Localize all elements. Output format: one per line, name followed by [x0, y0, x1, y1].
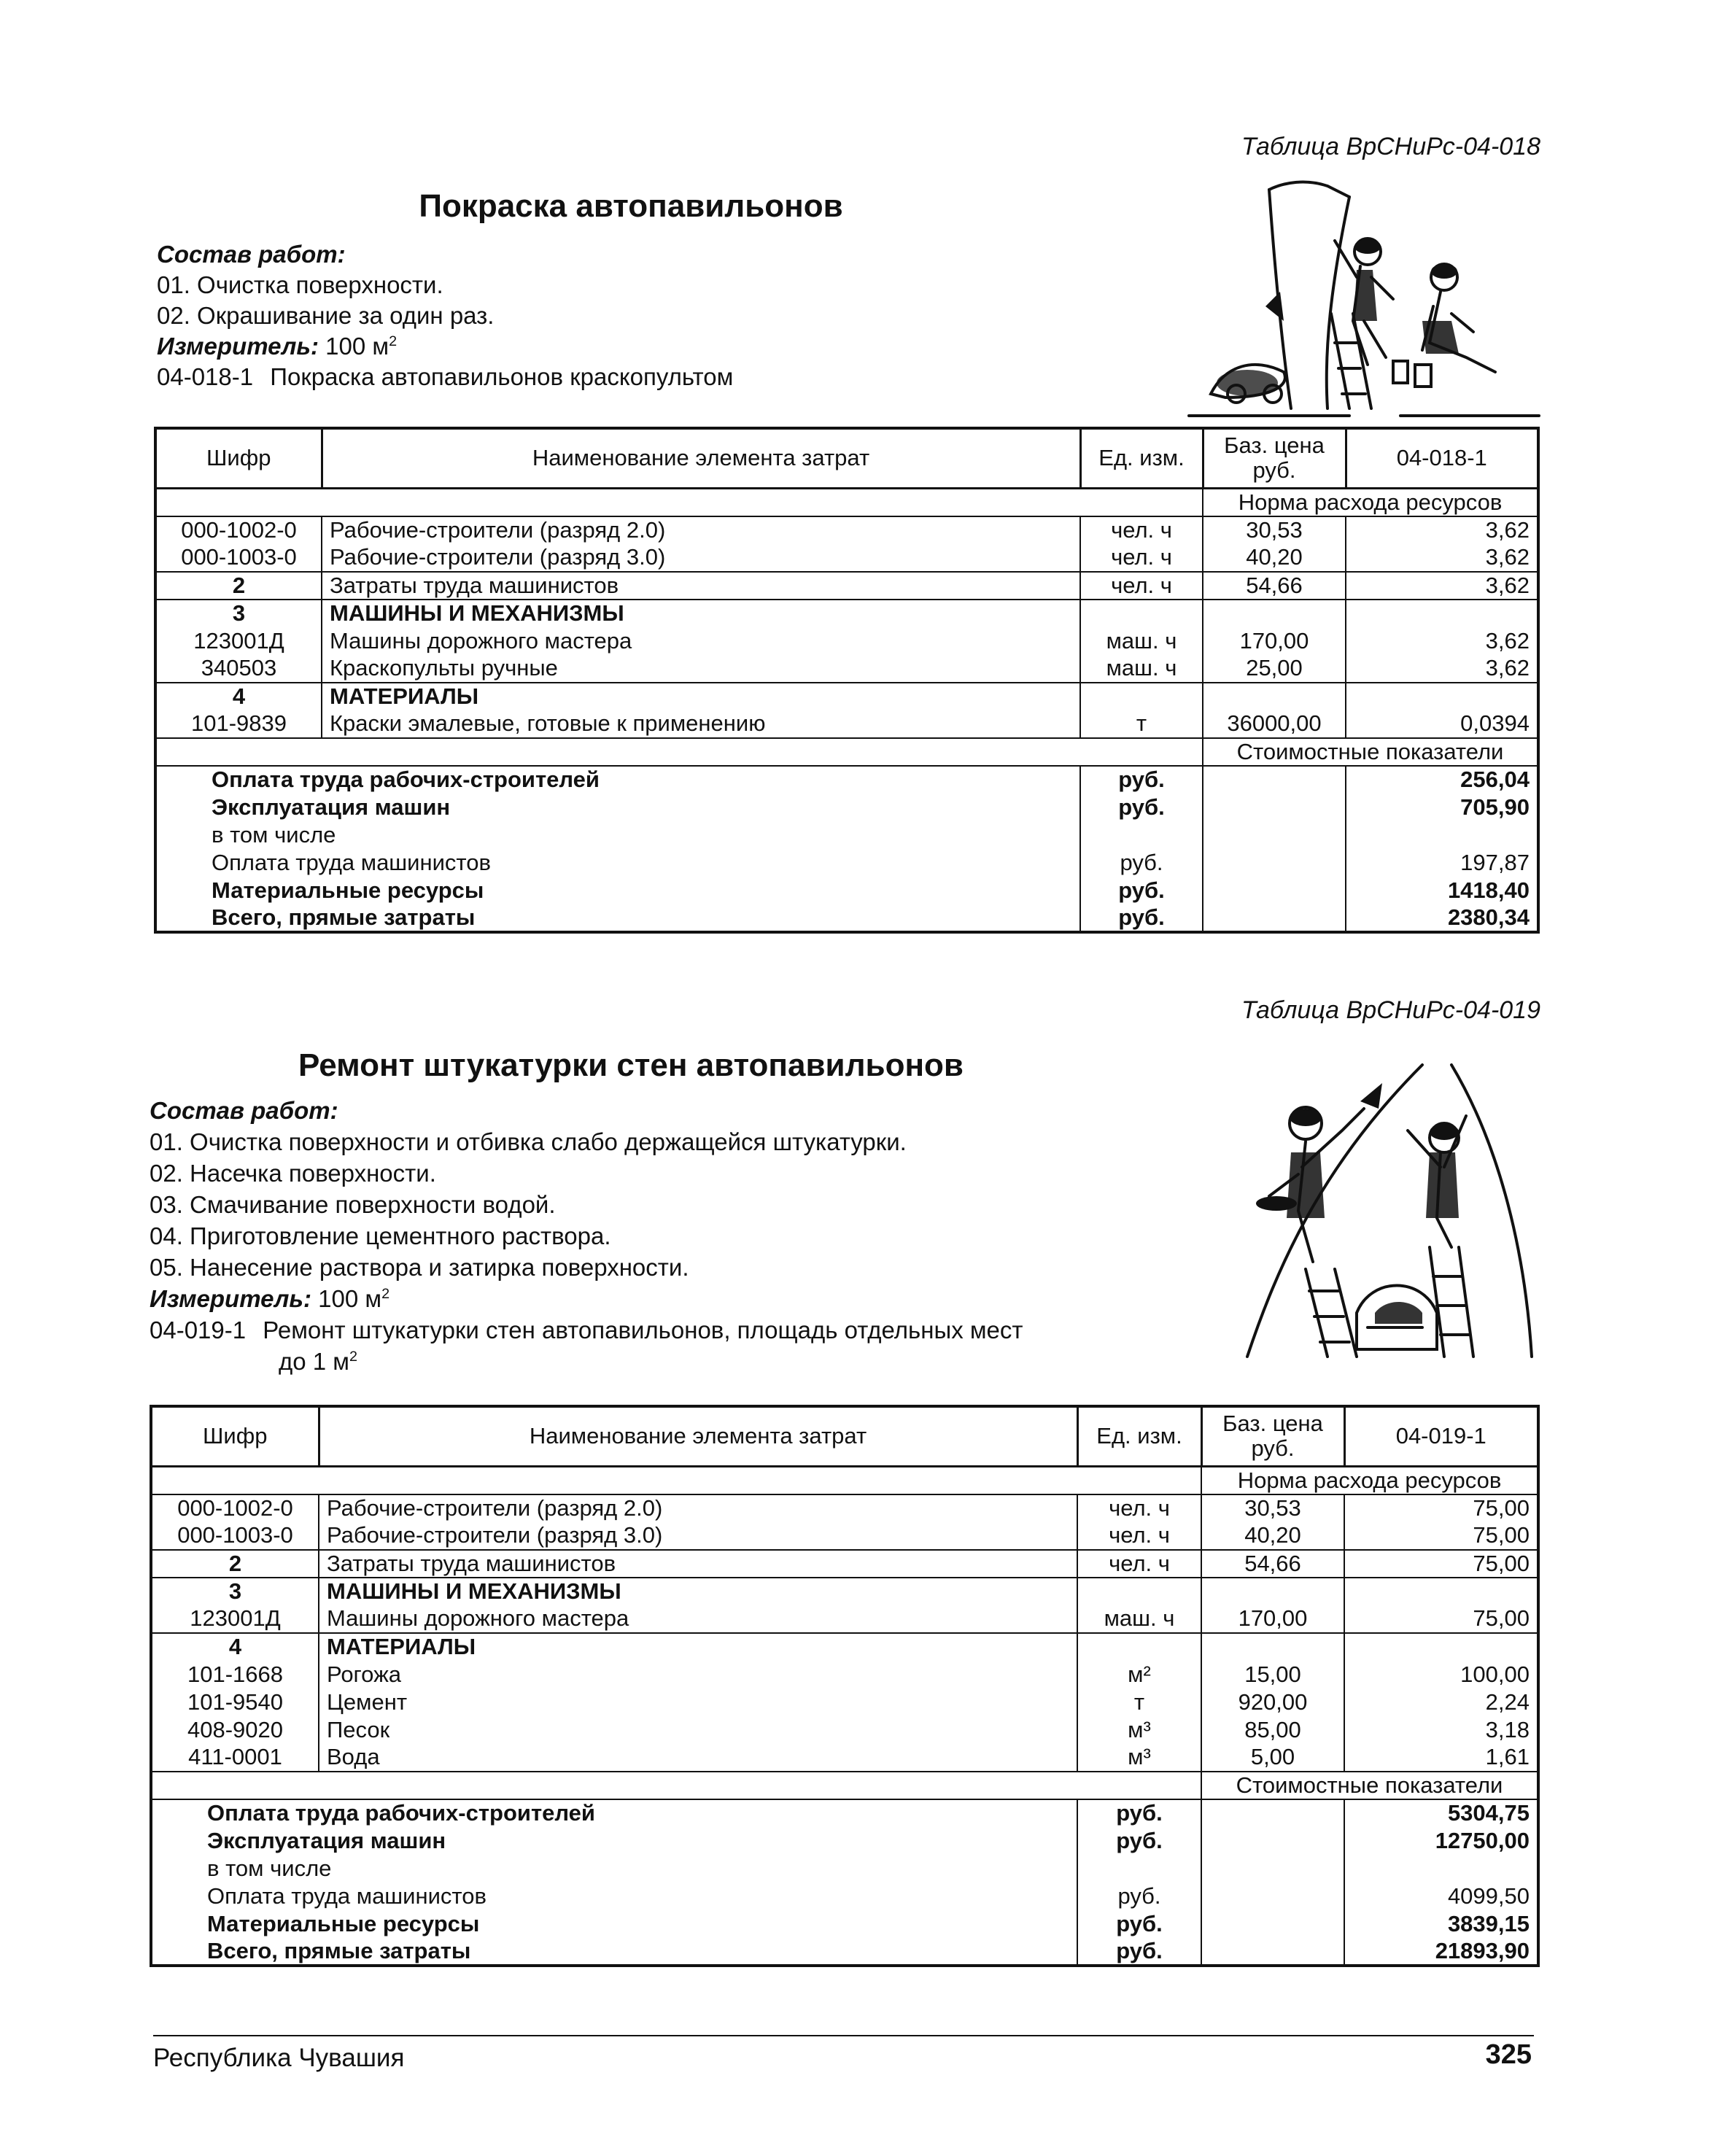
row-price: 40,20	[1201, 1522, 1344, 1550]
cost-value: 256,04	[1460, 767, 1530, 792]
row-norm: 3,62	[1485, 517, 1530, 543]
table-row	[151, 1522, 1538, 1550]
cost-unit: руб.	[1077, 1938, 1201, 1966]
header-name: Наименование элемента затрат	[319, 1406, 1077, 1466]
cost-name: Материальные ресурсы	[155, 877, 1080, 904]
cost-row	[151, 1827, 1538, 1855]
row-unit: чел. ч	[1080, 544, 1203, 572]
table-row	[155, 710, 1538, 738]
work-item: 03. Смачивание поверхности водой.	[150, 1191, 556, 1218]
row-code: 3	[151, 1578, 319, 1605]
row-name: Краскопульты ручные	[322, 655, 1080, 683]
row-norm: 3,62	[1485, 655, 1530, 680]
table-header-row	[155, 428, 1538, 488]
row-unit: чел. ч	[1077, 1494, 1201, 1522]
row-unit: чел. ч	[1080, 516, 1203, 544]
item-line	[157, 362, 733, 392]
row-price: 5,00	[1201, 1744, 1344, 1772]
cost-value: 3839,15	[1447, 1910, 1530, 1936]
item-name: Ремонт штукатурки стен автопавильонов, площадь отдельных мест	[263, 1317, 1023, 1343]
footer-region: Республика Чувашия	[153, 2044, 405, 2072]
cost-name: Оплата труда рабочих-строителей	[155, 766, 1080, 794]
row-norm: 100,00	[1460, 1661, 1530, 1687]
measure-line	[150, 1284, 389, 1314]
header-unit: Ед. изм.	[1080, 428, 1203, 488]
row-unit: маш. ч	[1080, 655, 1203, 683]
cost-value: 4099,50	[1447, 1882, 1530, 1909]
cost-row	[151, 1799, 1538, 1827]
item-name-cont: до 1 м	[279, 1348, 349, 1375]
measure-exponent: 2	[389, 333, 398, 349]
work-item: 04. Приготовление цементного раствора.	[150, 1222, 611, 1249]
table-section-row	[155, 600, 1538, 627]
cost-row	[155, 766, 1538, 794]
item-line-continued	[279, 1346, 357, 1377]
cost-value: 21893,90	[1435, 1937, 1530, 1963]
row-price: 85,00	[1201, 1716, 1344, 1744]
cost-name: Материальные ресурсы	[151, 1910, 1077, 1938]
cost-unit: руб.	[1077, 1882, 1201, 1910]
cost-row	[151, 1910, 1538, 1938]
cost-unit: руб.	[1080, 904, 1203, 932]
cost-name: в том числе	[151, 1855, 1077, 1882]
measure-label: Измеритель:	[150, 1285, 311, 1312]
row-name: Песок	[319, 1716, 1077, 1744]
cost-row	[151, 1938, 1538, 1966]
row-price: 30,53	[1203, 516, 1346, 544]
row-unit: м³	[1077, 1744, 1201, 1772]
norma-row	[151, 1466, 1538, 1494]
plasterers-illustration	[1233, 1050, 1539, 1364]
row-unit: т	[1080, 710, 1203, 738]
cost-row	[151, 1882, 1538, 1910]
row-unit: чел. ч	[1077, 1522, 1201, 1550]
row-code: 000-1002-0	[151, 1494, 319, 1522]
cost-unit: руб.	[1080, 766, 1203, 794]
row-unit: т	[1077, 1688, 1201, 1716]
row-name: Рабочие-строители (разряд 3.0)	[322, 544, 1080, 572]
header-code: Шифр	[151, 1406, 319, 1466]
row-unit: маш. ч	[1077, 1605, 1201, 1633]
row-name: Машины дорожного мастера	[322, 627, 1080, 655]
row-code: 000-1003-0	[155, 544, 322, 572]
table-row	[151, 1494, 1538, 1522]
row-name: Рабочие-строители (разряд 2.0)	[322, 516, 1080, 544]
row-code: 2	[151, 1550, 319, 1578]
row-name: Машины дорожного мастера	[319, 1605, 1077, 1633]
row-code: 123001Д	[151, 1605, 319, 1633]
row-code: 101-1668	[151, 1661, 319, 1688]
row-price: 40,20	[1203, 544, 1346, 572]
row-name: МАШИНЫ И МЕХАНИЗМЫ	[319, 1578, 1077, 1605]
row-price: 920,00	[1201, 1688, 1344, 1716]
cost-name: Оплата труда рабочих-строителей	[151, 1799, 1077, 1827]
row-price: 15,00	[1201, 1661, 1344, 1688]
table-row	[151, 1716, 1538, 1744]
work-item: 02. Окрашивание за один раз.	[157, 302, 495, 329]
table-row	[151, 1550, 1538, 1578]
cost-header-row	[155, 738, 1538, 766]
row-unit: чел. ч	[1080, 572, 1203, 600]
cost-name: Эксплуатация машин	[151, 1827, 1077, 1855]
cost-row	[155, 904, 1538, 932]
row-norm: 75,00	[1473, 1605, 1530, 1631]
work-item: 01. Очистка поверхности и отбивка слабо держащейся штукатурки.	[150, 1128, 907, 1155]
row-code: 4	[151, 1633, 319, 1661]
works-composition-heading	[150, 1096, 338, 1126]
row-code: 123001Д	[155, 627, 322, 655]
table-section-row	[151, 1578, 1538, 1605]
section-title: Ремонт штукатурки стен автопавильонов	[298, 1047, 964, 1083]
row-unit: м³	[1077, 1716, 1201, 1744]
cost-row	[151, 1855, 1538, 1882]
cost-unit: руб.	[1080, 849, 1203, 877]
item-name-exponent: 2	[349, 1349, 358, 1365]
header-code: Шифр	[155, 428, 322, 488]
cost-unit: руб.	[1077, 1910, 1201, 1938]
table-row	[151, 1688, 1538, 1716]
row-price: 30,53	[1201, 1494, 1344, 1522]
row-norm: 0,0394	[1460, 710, 1530, 736]
row-norm: 75,00	[1473, 1522, 1530, 1548]
row-name: Вода	[319, 1744, 1077, 1772]
section-title: Покраска автопавильонов	[419, 188, 843, 224]
row-name: Затраты труда машинистов	[322, 572, 1080, 600]
item-name: Покраска автопавильонов краскопультом	[270, 363, 734, 390]
cost-row	[155, 821, 1538, 849]
cost-unit: руб.	[1077, 1799, 1201, 1827]
row-code: 2	[155, 572, 322, 600]
row-norm: 3,18	[1485, 1716, 1530, 1742]
cost-unit: руб.	[1080, 794, 1203, 821]
row-code: 3	[155, 600, 322, 627]
row-name: Цемент	[319, 1688, 1077, 1716]
table-row	[155, 572, 1538, 600]
sostav-label: Состав работ:	[150, 1097, 338, 1124]
item-line	[150, 1315, 1023, 1346]
row-name: МАТЕРИАЛЫ	[322, 683, 1080, 710]
row-norm: 1,61	[1485, 1744, 1530, 1769]
table-header-row	[151, 1406, 1538, 1466]
header-norm: 04-018-1	[1346, 428, 1538, 488]
table-section-row	[151, 1633, 1538, 1661]
row-name: МАТЕРИАЛЫ	[319, 1633, 1077, 1661]
cost-name: в том числе	[155, 821, 1080, 849]
measure-value: 100 м	[318, 1285, 382, 1312]
item-code: 04-018-1	[157, 363, 254, 390]
row-norm: 3,62	[1485, 544, 1530, 570]
measure-value: 100 м	[325, 333, 389, 360]
norm-table-2	[150, 1405, 1540, 1967]
norma-label: Норма расхода ресурсов	[1203, 488, 1538, 516]
painters-illustration	[1182, 175, 1546, 423]
row-code: 411-0001	[151, 1744, 319, 1772]
measure-line	[157, 331, 397, 362]
cost-value: 12750,00	[1435, 1827, 1530, 1853]
cost-name: Оплата труда машинистов	[151, 1882, 1077, 1910]
page-number: 325	[1485, 2039, 1532, 2070]
work-item: 01. Очистка поверхности.	[157, 271, 443, 298]
row-name: Краски эмалевые, готовые к применению	[322, 710, 1080, 738]
table-row	[155, 627, 1538, 655]
row-price: 54,66	[1201, 1550, 1344, 1578]
row-name: Рабочие-строители (разряд 3.0)	[319, 1522, 1077, 1550]
row-price: 36000,00	[1203, 710, 1346, 738]
row-unit: маш. ч	[1080, 627, 1203, 655]
cost-value: 5304,75	[1447, 1800, 1530, 1826]
norma-row	[155, 488, 1538, 516]
row-unit: м²	[1077, 1661, 1201, 1688]
row-code: 408-9020	[151, 1716, 319, 1744]
row-code: 000-1003-0	[151, 1522, 319, 1550]
table-row	[155, 516, 1538, 544]
table-row	[155, 544, 1538, 572]
item-code: 04-019-1	[150, 1317, 247, 1343]
row-code: 101-9839	[155, 710, 322, 738]
cost-value: 197,87	[1460, 849, 1530, 875]
row-code: 101-9540	[151, 1688, 319, 1716]
header-unit: Ед. изм.	[1077, 1406, 1201, 1466]
table-row	[151, 1744, 1538, 1772]
row-name: Рабочие-строители (разряд 2.0)	[319, 1494, 1077, 1522]
table-row	[155, 655, 1538, 683]
header-name: Наименование элемента затрат	[322, 428, 1080, 488]
table-label: Таблица ВрСНиРс-04-019	[1241, 996, 1540, 1024]
row-norm: 3,62	[1485, 627, 1530, 654]
cost-unit: руб.	[1080, 877, 1203, 904]
cost-row	[155, 849, 1538, 877]
cost-name: Всего, прямые затраты	[155, 904, 1080, 932]
row-price: 25,00	[1203, 655, 1346, 683]
row-price: 170,00	[1203, 627, 1346, 655]
norma-label: Норма расхода ресурсов	[1201, 1466, 1538, 1494]
row-unit: чел. ч	[1077, 1550, 1201, 1578]
row-code: 4	[155, 683, 322, 710]
header-norm: 04-019-1	[1344, 1406, 1538, 1466]
works-composition-heading	[157, 239, 346, 270]
footer-divider	[153, 2035, 1534, 2036]
row-price: 170,00	[1201, 1605, 1344, 1633]
header-price: Баз. цена руб.	[1201, 1406, 1344, 1466]
cost-name: Всего, прямые затраты	[151, 1938, 1077, 1966]
measure-exponent: 2	[381, 1286, 390, 1302]
cost-value: 1418,40	[1447, 877, 1530, 903]
table-label: Таблица ВрСНиРс-04-018	[1241, 133, 1540, 160]
cost-value: 705,90	[1460, 794, 1530, 820]
sostav-label: Состав работ:	[157, 241, 346, 268]
cost-header-row	[151, 1772, 1538, 1799]
cost-name: Эксплуатация машин	[155, 794, 1080, 821]
row-norm: 2,24	[1485, 1688, 1530, 1715]
row-norm: 3,62	[1346, 572, 1538, 600]
row-price: 54,66	[1203, 572, 1346, 600]
row-norm: 75,00	[1344, 1550, 1538, 1578]
row-name: МАШИНЫ И МЕХАНИЗМЫ	[322, 600, 1080, 627]
cost-row	[155, 877, 1538, 904]
row-code: 340503	[155, 655, 322, 683]
cost-label: Стоимостные показатели	[1201, 1772, 1538, 1799]
norm-table-1	[154, 427, 1540, 934]
row-norm: 75,00	[1473, 1495, 1530, 1521]
table-row	[151, 1661, 1538, 1688]
cost-row	[155, 794, 1538, 821]
cost-unit: руб.	[1077, 1827, 1201, 1855]
cost-value: 2380,34	[1447, 904, 1530, 930]
work-item: 02. Насечка поверхности.	[150, 1160, 436, 1187]
cost-label: Стоимостные показатели	[1203, 738, 1538, 766]
table-section-row	[155, 683, 1538, 710]
measure-label: Измеритель:	[157, 333, 319, 360]
work-item: 05. Нанесение раствора и затирка поверхности.	[150, 1254, 689, 1281]
cost-name: Оплата труда машинистов	[155, 849, 1080, 877]
row-code: 000-1002-0	[155, 516, 322, 544]
table-row	[151, 1605, 1538, 1633]
header-price: Баз. цена руб.	[1203, 428, 1346, 488]
row-name: Рогожа	[319, 1661, 1077, 1688]
row-name: Затраты труда машинистов	[319, 1550, 1077, 1578]
